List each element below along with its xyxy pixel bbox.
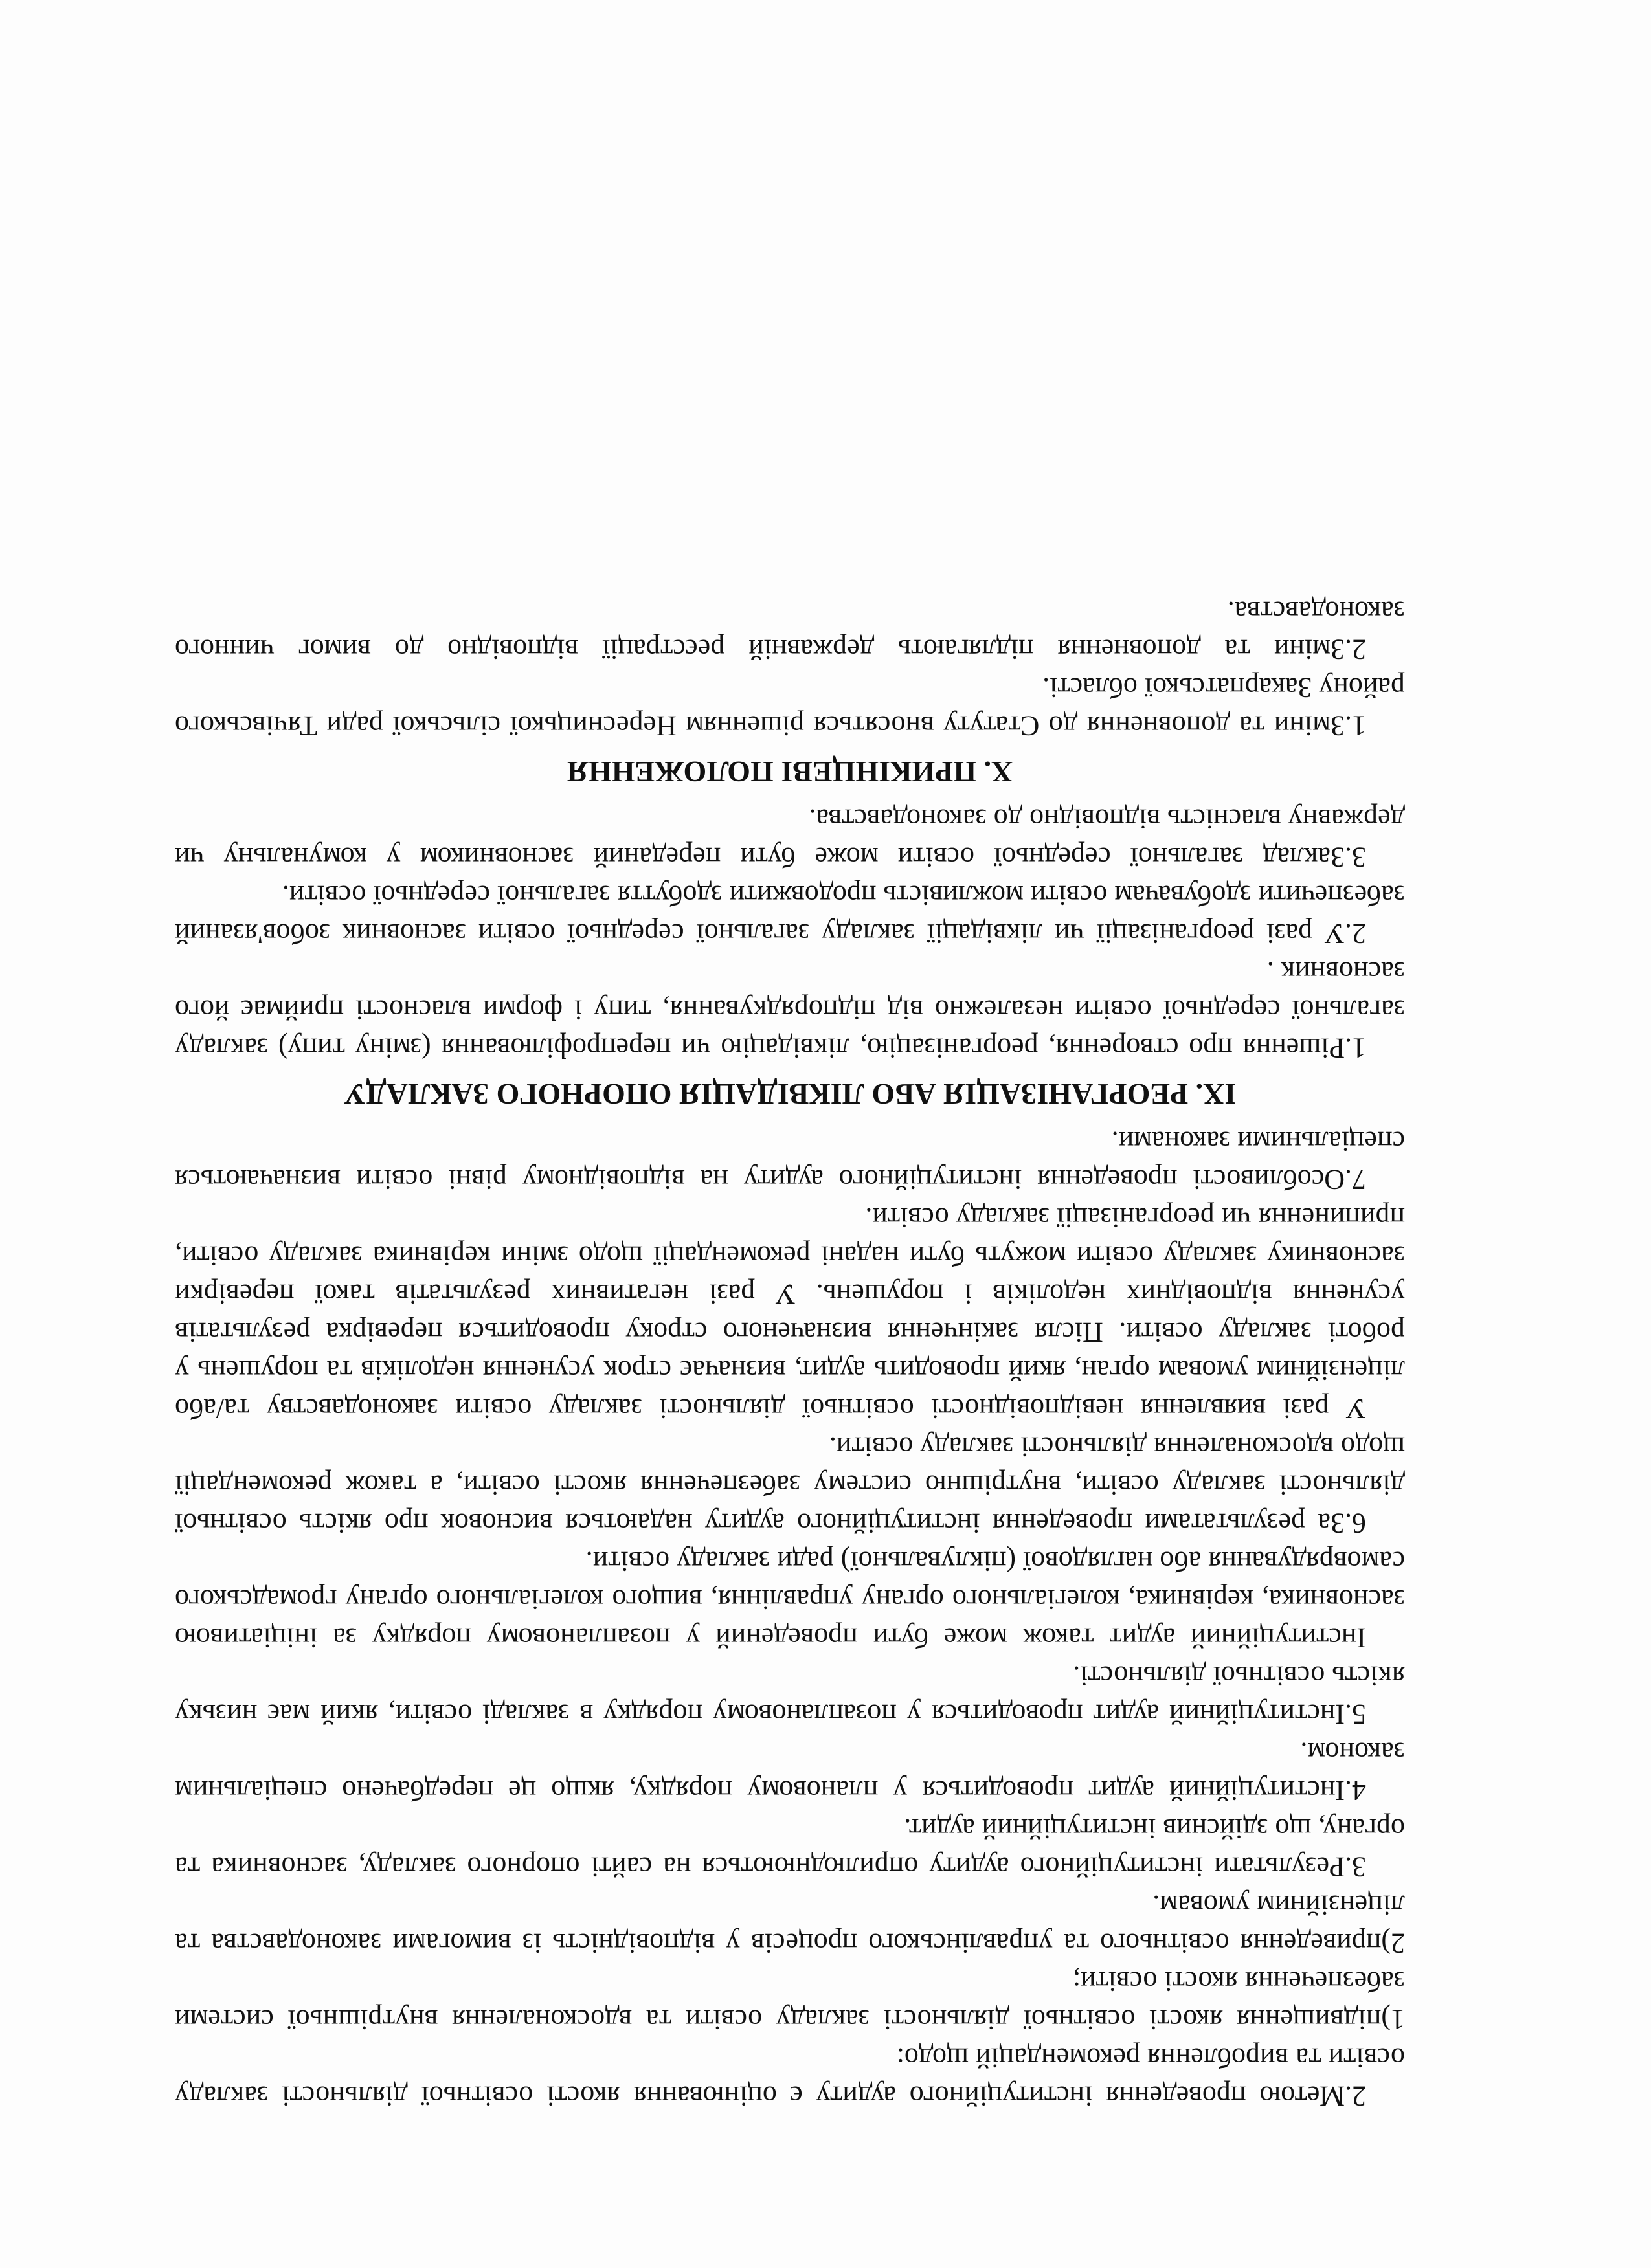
paragraph: 5.Інституційний аудит проводиться у позаплановому порядку в закладі освіти, який має низьку якість освітньої діяльності. bbox=[175, 1660, 1405, 1730]
paragraph: 4.Інституційний аудит проводиться у плановому порядку, якщо це передбачено спеціальним законом. bbox=[175, 1737, 1405, 1807]
paragraph: 1.Рішення про створення, реорганізацію, ліквідацію чи перепрофілювання (зміну типу) закладу загальної середньої освіти незалежно від підпорядкування, типу і форми власності приймає його засновник . bbox=[175, 956, 1405, 1064]
paragraph: 1.Зміни та доповнення до Статуту вносяться рішенням Нересницької сільської ради Тячівського району Закарпатської області. bbox=[175, 672, 1405, 742]
paragraph: 1)підвищення якості освітньої діяльності закладу освіти та вдосконалення внутрішньої системи забезпечення якості освіти; bbox=[175, 1966, 1405, 2036]
paragraph: У разі виявлення невідповідності освітньої діяльності закладу освіти законодавству та/або ліцензійним умовам орган, який проводить аудит, визначає строк усунення недоліків та порушень у роботі закладу освіти. Після закінчення визначеного строку проводиться перевірка результатів усунення відповідних недоліків і порушень. У разі негативних результатів такої перевірки засновнику закладу освіти можуть бути надані рекомендації щодо зміни керівника закладу освіти, припинення чи реорганізації закладу освіти. bbox=[175, 1202, 1405, 1425]
section-heading: IX. РЕОРГАНІЗАЦІЯ АБО ЛІКВІДАЦІЯ ОПОРНОГО ЗАКЛАДУ bbox=[343, 1078, 1237, 1111]
document-body bbox=[175, 592, 1405, 2115]
paragraph: 7.Особливості проведення інституційного аудиту на відповідному рівні освіти визначаються спеціальними законами. bbox=[175, 1126, 1405, 1195]
section-heading: X. ПРИКІНЦЕВІ ПОЛОЖЕННЯ bbox=[567, 755, 1013, 788]
paragraph: Інституційний аудит також може бути проведений у позаплановому порядку за ініціативою засновника, керівника, колегіального органу управління, вищого колегіального органу громадського самоврядування або наглядової (піклувальної) ради закладу освіти. bbox=[175, 1546, 1405, 1654]
paragraph: 2.Зміни та доповнення підлягають державній реєстрації відповідно до вимог чинного законодавства. bbox=[175, 595, 1405, 665]
paragraph: 3.Заклад загальної середньої освіти може бути переданий засновником у комунальну чи державну власність відповідно до законодавства. bbox=[175, 803, 1405, 873]
paragraph: 6.За результатами проведення інституційного аудиту надаються висновок про якість освітньої діяльності закладу освіти, внутрішню систему забезпечення якості освіти, а також рекомендації щодо вдосконалення діяльності закладу освіти. bbox=[175, 1431, 1405, 1539]
paragraph: 2.Метою проведення інституційного аудиту є оцінювання якості освітньої діяльності закладу освіти та вироблення рекомендацій щодо: bbox=[175, 2042, 1405, 2112]
paragraph: 2.У разі реорганізації чи ліквідації закладу загальної середньої освіти засновник зобов'язаний забезпечити здобувачам освіти можливість продовжити здобуття загальної середньої освіти. bbox=[175, 880, 1405, 950]
paragraph: 3.Результати інституційного аудиту оприлюднюються на сайті опорного закладу, засновника та органу, що здійснив інституційний аудит. bbox=[175, 1813, 1405, 1883]
paragraph: 2)приведення освітнього та управлінського процесів у відповідність із вимогами законодавства та ліцензійним умовам. bbox=[175, 1889, 1405, 1959]
